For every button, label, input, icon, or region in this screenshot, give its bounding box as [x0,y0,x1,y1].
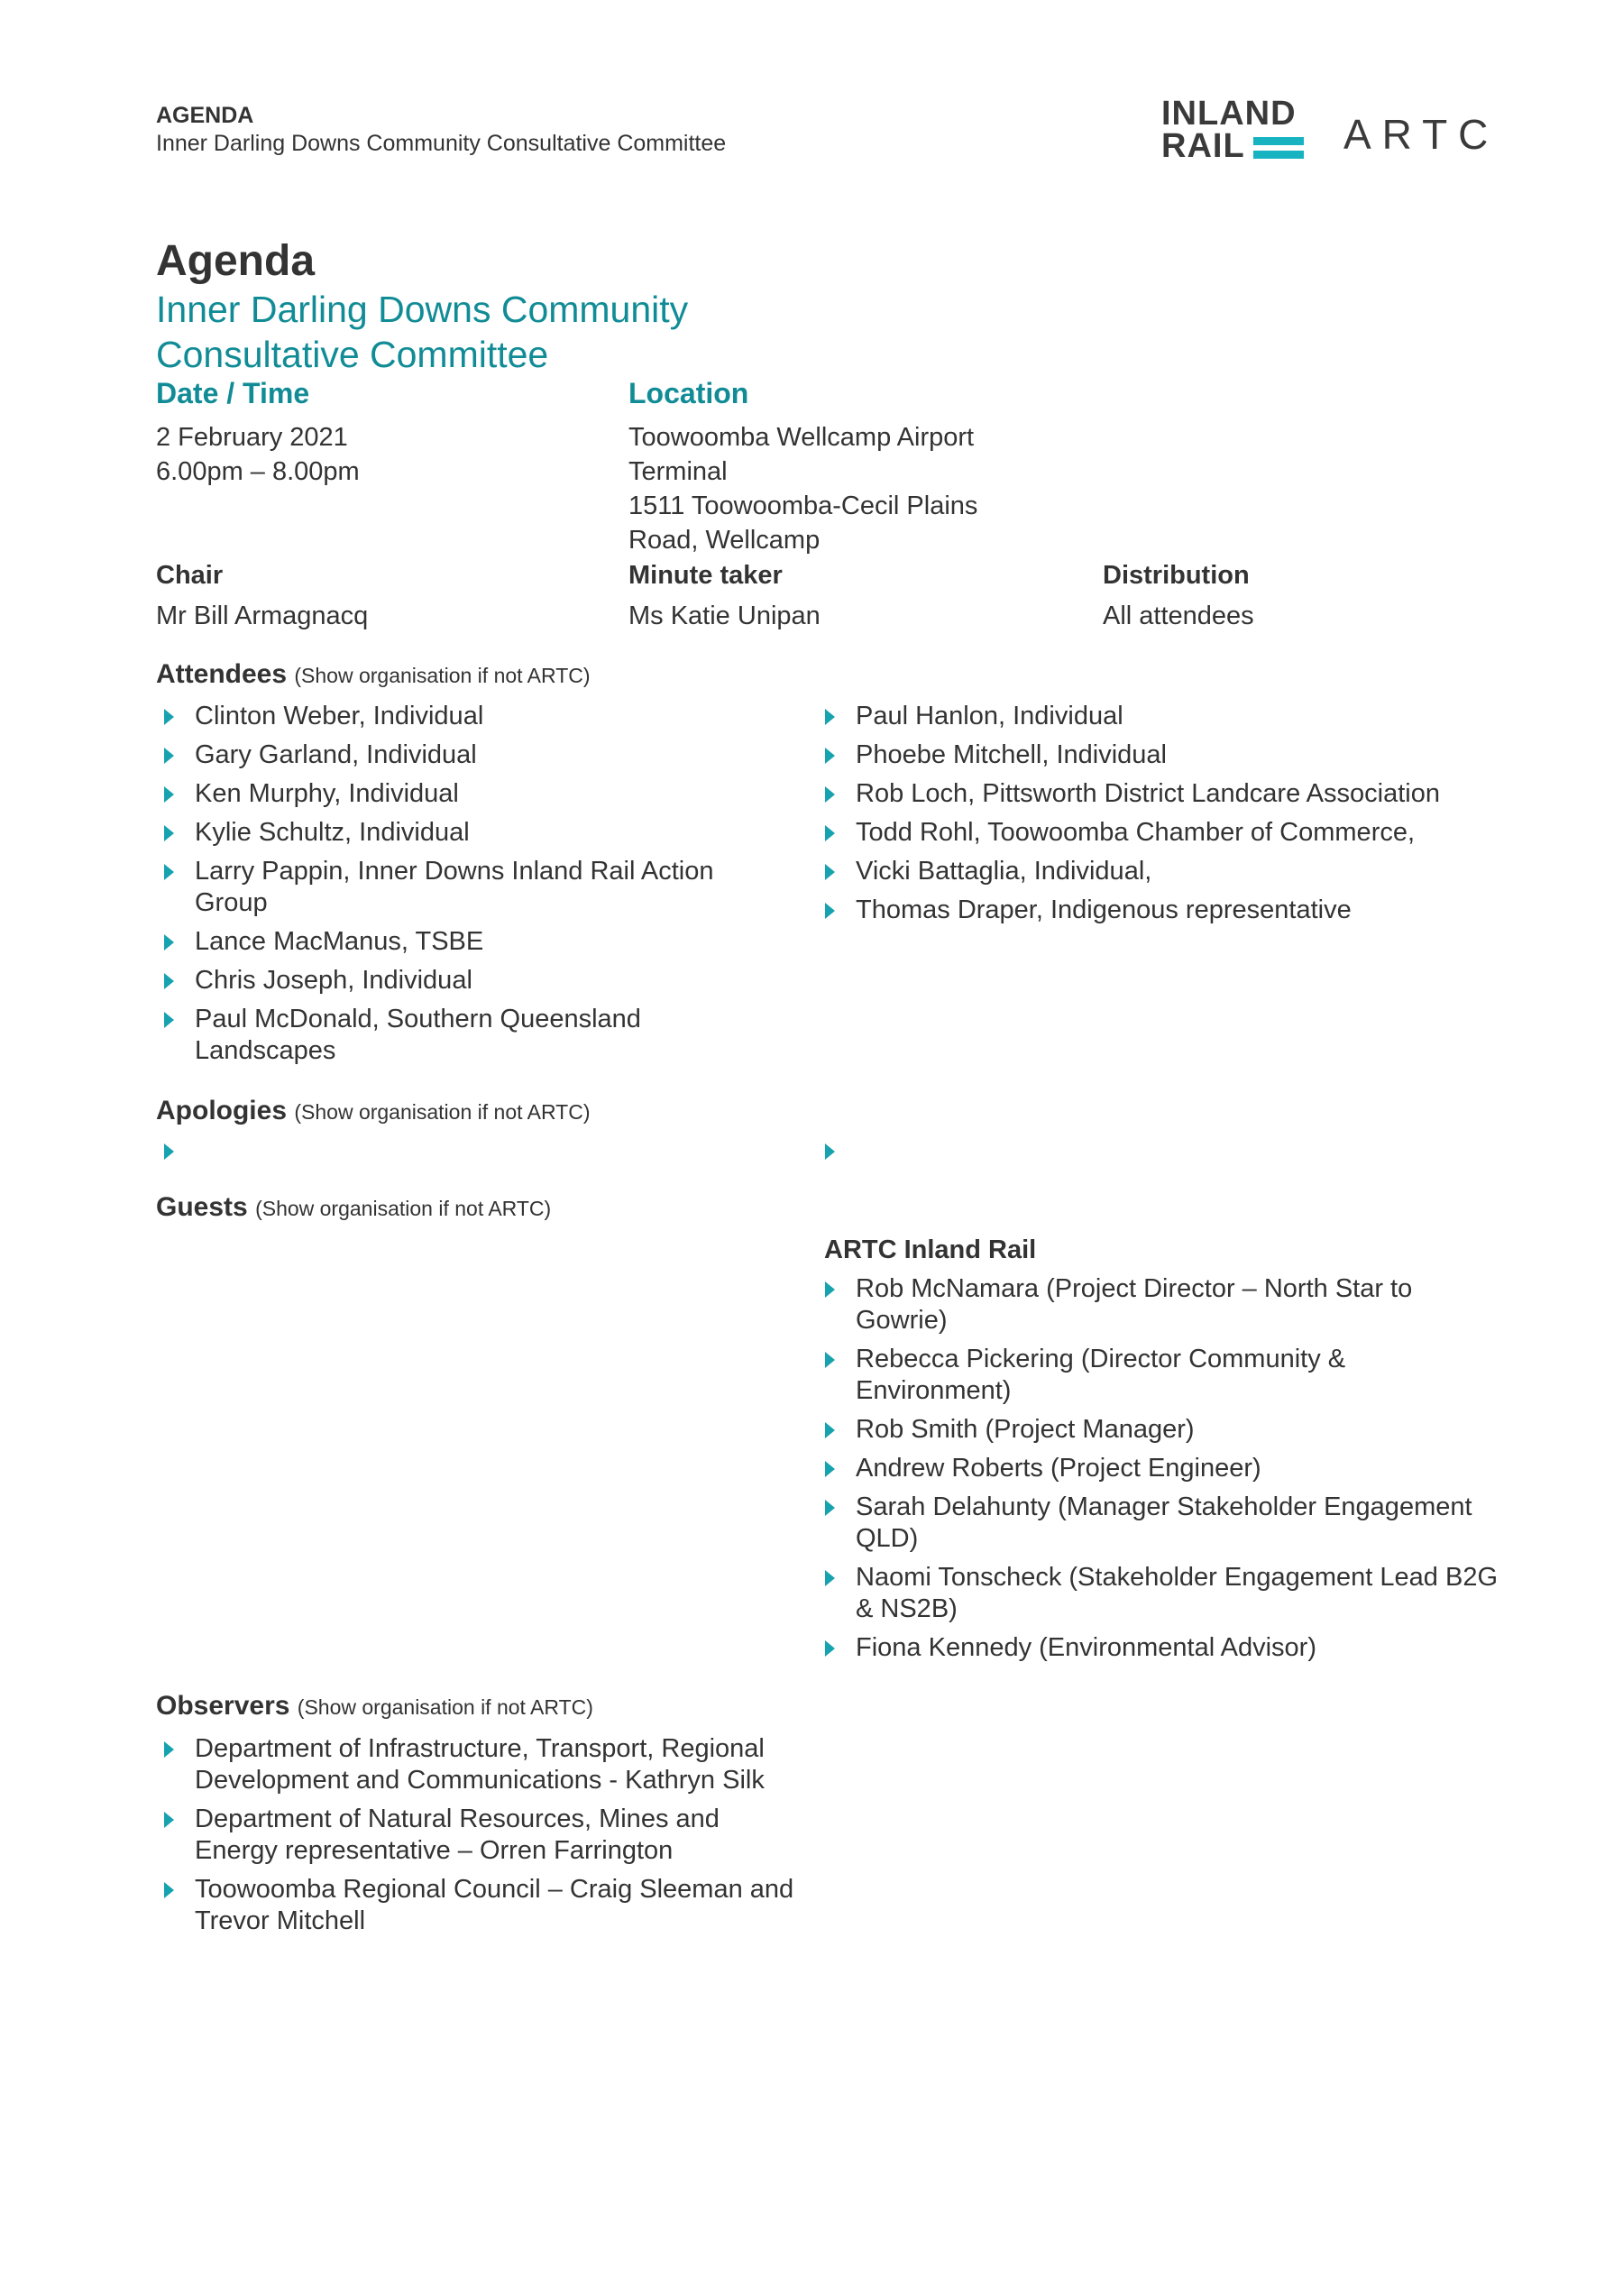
triangle-bullet-icon [164,786,174,803]
location-label: Location [628,377,749,409]
list-item: Fiona Kennedy (Environmental Advisor) [817,1632,1502,1664]
committee-name [156,287,877,377]
list-item: Thomas Draper, Indigenous representative [817,895,1502,926]
triangle-bullet-icon [825,1143,835,1160]
minute-taker-label: Minute taker [628,561,783,590]
list-item: Andrew Roberts (Project Engineer) [817,1453,1502,1484]
triangle-bullet-icon [825,786,835,803]
triangle-bullet-icon [164,748,174,764]
logo-inland-word: INLAND [1161,95,1297,133]
location-block [628,420,977,557]
triangle-bullet-icon [825,1461,835,1477]
list-item: Sarah Delahunty (Manager Stakeholder Engagement QLD) [817,1492,1502,1555]
chair-name: Mr Bill Armagnacq [156,602,369,630]
header-subtitle: Inner Darling Downs Community Consultative Committee [156,131,727,156]
triangle-bullet-icon [164,864,174,880]
apologies-note: (Show organisation if not ARTC) [294,1100,591,1124]
meeting-time: 6.00pm – 8.00pm [156,457,360,486]
minute-taker-name: Ms Katie Unipan [628,602,821,630]
list-item: Lance MacManus, TSBE [156,926,787,958]
artc-logo [1343,110,1499,159]
triangle-bullet-icon [164,1741,174,1758]
triangle-bullet-icon [825,1570,835,1586]
triangle-bullet-icon [825,1422,835,1438]
triangle-bullet-icon [825,1352,835,1368]
list-item: Department of Infrastructure, Transport, Regional Development and Communications - Kathryn Silk [156,1733,805,1796]
triangle-bullet-icon [164,825,174,841]
list-item: Kylie Schultz, Individual [156,817,787,849]
triangle-bullet-icon [164,1143,174,1160]
inland-rail-logo [1161,95,1297,165]
observers-label: Observers [156,1691,290,1721]
list-item: Rob Smith (Project Manager) [817,1414,1502,1446]
list-item: Department of Natural Resources, Mines and Energy representative – Orren Farrington [156,1804,805,1867]
triangle-bullet-icon [825,903,835,919]
triangle-bullet-icon [825,1281,835,1298]
list-item: Paul McDonald, Southern Queensland Landscapes [156,1004,787,1067]
artc-list [817,1273,1502,1671]
committee-name-line1: Inner Darling Downs Community [156,289,689,330]
attendees-left-list [156,701,787,1074]
artc-section-label: ARTC Inland Rail [824,1235,1037,1264]
chair-label: Chair [156,561,224,590]
list-item: Paul Hanlon, Individual [817,701,1502,732]
committee-name-line2: Consultative Committee [156,334,549,375]
observers-heading [156,1691,593,1722]
date-time-block [156,420,360,489]
list-item: Larry Pappin, Inner Downs Inland Rail Action Group [156,856,787,919]
list-item: Ken Murphy, Individual [156,778,787,810]
logo-rail-word: RAIL [1161,127,1245,165]
list-item: Naomi Tonscheck (Stakeholder Engagement Lead B2G & NS2B) [817,1562,1502,1625]
list-item: Gary Garland, Individual [156,739,787,771]
triangle-bullet-icon [164,1012,174,1028]
date-time-label: Date / Time [156,377,310,409]
location-line: Terminal [628,457,728,486]
list-item: Phoebe Mitchell, Individual [817,739,1502,771]
triangle-bullet-icon [164,1882,174,1898]
guests-note: (Show organisation if not ARTC) [255,1197,552,1220]
apologies-label: Apologies [156,1096,288,1125]
guests-heading [156,1192,551,1223]
list-item: Chris Joseph, Individual [156,965,787,996]
header-kicker: AGENDA [156,103,254,128]
logo-bars-icon [1253,137,1304,164]
observers-note: (Show organisation if not ARTC) [297,1695,593,1719]
triangle-bullet-icon [164,709,174,725]
triangle-bullet-icon [825,748,835,764]
location-line: 1511 Toowoomba-Cecil Plains [628,491,978,520]
triangle-bullet-icon [164,973,174,989]
page-title: Agenda [156,237,316,285]
list-item: Rob McNamara (Project Director – North Star to Gowrie) [817,1273,1502,1336]
triangle-bullet-icon [825,864,835,880]
logo-artc-word: ARTC [1343,111,1499,158]
attendees-right-list [817,701,1502,933]
location-line: Toowoomba Wellcamp Airport [628,423,975,452]
apologies-heading [156,1096,590,1126]
list-item: Clinton Weber, Individual [156,701,787,732]
triangle-bullet-icon [825,1500,835,1516]
list-item: Rebecca Pickering (Director Community & Environment) [817,1344,1502,1407]
location-line: Road, Wellcamp [628,526,821,555]
list-item: Vicki Battaglia, Individual, [817,856,1502,887]
triangle-bullet-icon [825,1640,835,1657]
observers-list [156,1733,805,1944]
attendees-note: (Show organisation if not ARTC) [294,664,591,687]
distribution-value: All attendees [1103,602,1254,630]
meeting-date: 2 February 2021 [156,423,348,452]
distribution-label: Distribution [1103,561,1250,590]
guests-label: Guests [156,1192,248,1222]
list-item: Todd Rohl, Toowoomba Chamber of Commerce, [817,817,1502,849]
list-item: Rob Loch, Pittsworth District Landcare Association [817,778,1502,810]
attendees-label: Attendees [156,659,288,689]
triangle-bullet-icon [825,709,835,725]
triangle-bullet-icon [825,825,835,841]
list-item: Toowoomba Regional Council – Craig Sleeman and Trevor Mitchell [156,1874,805,1937]
triangle-bullet-icon [164,1812,174,1828]
attendees-heading [156,659,591,690]
triangle-bullet-icon [164,934,174,951]
